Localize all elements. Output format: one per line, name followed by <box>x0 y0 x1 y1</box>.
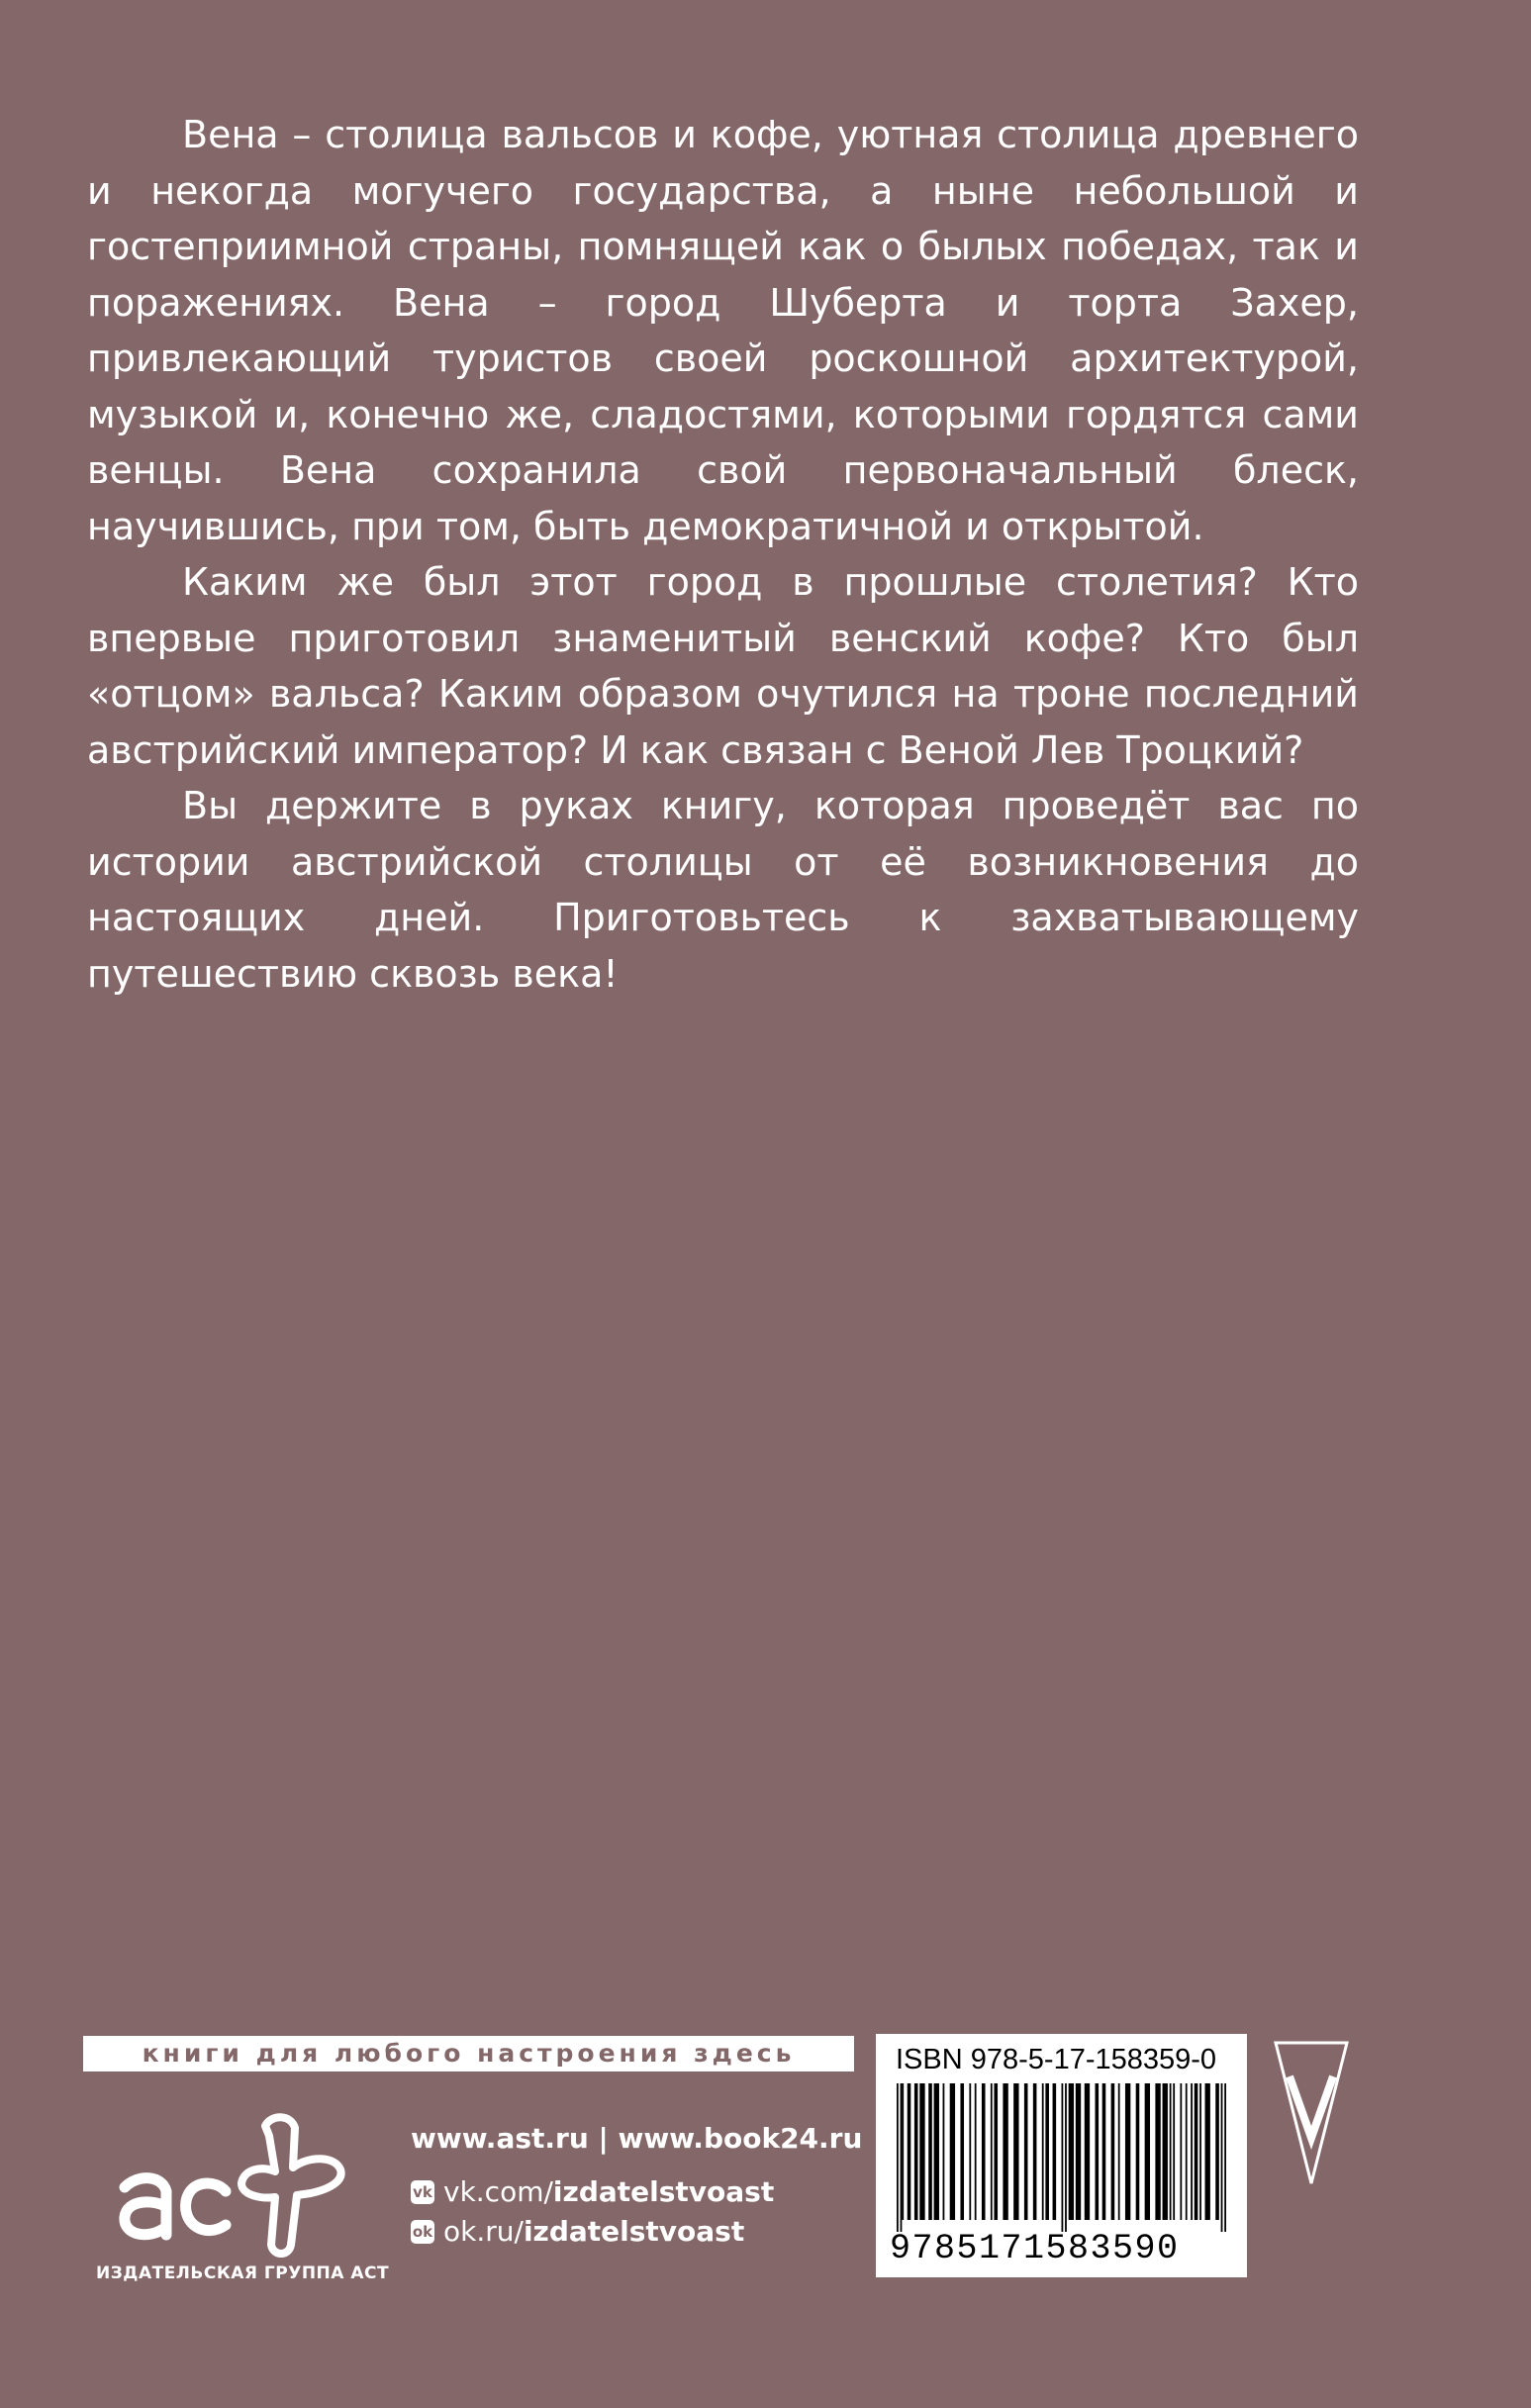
barcode-bar <box>1096 2083 1100 2220</box>
barcode-bar <box>1170 2083 1172 2220</box>
barcode-bar <box>1102 2083 1106 2220</box>
barcode-bar <box>919 2083 924 2220</box>
barcode-bar <box>908 2083 911 2220</box>
social-link-vk[interactable] <box>411 2172 862 2212</box>
barcode-bar <box>914 2083 918 2220</box>
barcode-bar <box>901 2083 903 2232</box>
barcode-bar <box>1195 2083 1198 2220</box>
ast-logo-icon <box>87 2096 384 2264</box>
barcode-bar <box>1215 2083 1219 2220</box>
social-prefix: vk.com/ <box>443 2175 553 2208</box>
social-handle: izdatelstvoast <box>552 2175 775 2208</box>
website-links[interactable]: www.ast.ru | www.book24.ru <box>411 2122 863 2155</box>
barcode-bar <box>1180 2083 1182 2220</box>
barcode-bar <box>1069 2083 1074 2220</box>
barcode-bar <box>1224 2083 1226 2232</box>
barcode-bar <box>1186 2083 1188 2220</box>
blurb-paragraph: Каким же был этот город в прошлые столетия? Кто впервые приготовил знаменитый венский кофе? Кто был «отцом» вальса? Каким образом очутился на троне последний австрийский император? И как связан с Веной Лев Троцкий? <box>87 560 1359 772</box>
barcode-bar <box>1062 2083 1064 2232</box>
barcode-bar <box>1033 2083 1037 2220</box>
barcode-bar <box>975 2083 977 2220</box>
social-prefix: ok.ru/ <box>443 2215 524 2248</box>
barcode-bar <box>1013 2083 1018 2220</box>
barcode-bar <box>943 2083 945 2220</box>
barcode-bar <box>1003 2083 1007 2220</box>
vk-icon: vk <box>411 2180 434 2204</box>
barcode-bar <box>1111 2083 1115 2220</box>
barcode-bar <box>969 2083 971 2220</box>
barcode-bar <box>1065 2083 1067 2232</box>
barcode-bar <box>1085 2083 1090 2220</box>
barcode-bar <box>1076 2083 1081 2220</box>
barcode-bar <box>950 2083 955 2220</box>
barcode-icon <box>893 2083 1230 2232</box>
barcode-bar <box>991 2083 993 2220</box>
social-link-ok[interactable] <box>411 2212 862 2252</box>
barcode-bar <box>1155 2083 1160 2220</box>
barcode-bar <box>1024 2083 1028 2220</box>
barcode-bar <box>902 2083 904 2220</box>
barcode-bar <box>1136 2083 1140 2220</box>
barcode-bar <box>1045 2083 1049 2220</box>
barcode-bar <box>960 2083 964 2220</box>
barcode-bar <box>1118 2083 1120 2220</box>
barcode-bar <box>934 2083 939 2220</box>
barcode-bar <box>897 2083 899 2232</box>
barcode-bar <box>1125 2083 1130 2220</box>
barcode-bar <box>1199 2083 1201 2220</box>
barcode-bar <box>1163 2083 1168 2220</box>
publisher-links <box>411 2119 862 2252</box>
blurb-paragraph: Вы держите в руках книгу, которая проведёт вас по истории австрийской столицы от её возникновения до настоящих дней. Приготовьтесь к захватывающему путешествию сквозь века! <box>87 784 1359 996</box>
barcode-bar <box>982 2083 986 2220</box>
barcode-bar <box>994 2083 998 2220</box>
social-handle: izdatelstvoast <box>523 2215 745 2248</box>
v-logo-icon <box>1272 2039 1351 2187</box>
barcode-bar <box>1145 2083 1150 2220</box>
tagline-bar: книги для любого настроения здесь <box>83 2036 854 2071</box>
barcode-bar <box>928 2083 932 2220</box>
barcode-bar <box>1221 2083 1223 2232</box>
ean-digits: 9785171583590 <box>890 2229 1180 2268</box>
barcode-panel <box>876 2034 1247 2277</box>
blurb-text <box>87 107 1359 1002</box>
publisher-caption: ИЗДАТЕЛЬСКАЯ ГРУППА АСТ <box>96 2264 390 2283</box>
blurb-paragraph: Вена – столица вальсов и кофе, уютная столица древнего и некогда могучего государства, а ныне небольшой и гостеприимной страны, помнящей как о былых победах, так и поражениях. Вена – город Шуберта и торта Захер, привлекающий туристов своей роскошной архитектурой, музыкой и, конечно же, сладостями, которыми гордятся сами венцы. Вена сохранила свой первоначальный блеск, научившись, при том, быть демократичной и открытой. <box>87 113 1359 548</box>
barcode-bar <box>1053 2083 1057 2220</box>
barcode-bar <box>1042 2083 1044 2220</box>
barcode-bar <box>1191 2083 1193 2220</box>
barcode-bar <box>1173 2083 1175 2220</box>
ok-icon: ok <box>411 2220 434 2244</box>
barcode-bar <box>1205 2083 1210 2220</box>
isbn-number: ISBN 978-5-17-158359-0 <box>896 2044 1217 2075</box>
